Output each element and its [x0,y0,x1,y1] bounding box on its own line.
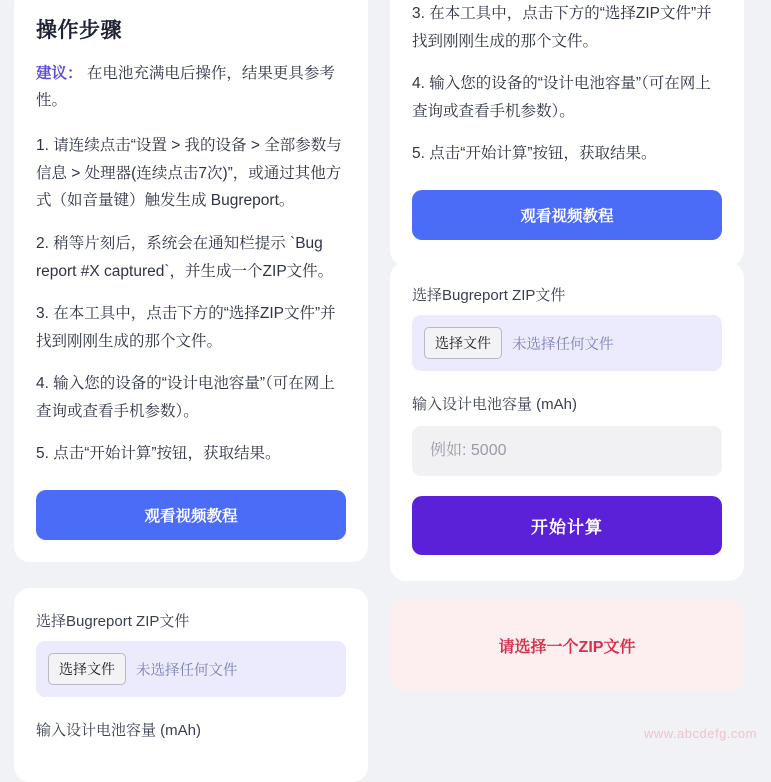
start-calculation-button[interactable]: 开始计算 [412,496,722,555]
capacity-field-label: 输入设计电池容量 (mAh) [412,396,578,413]
form-card-right [390,262,744,581]
list-item: 4. 输入您的设备的“设计电池容量”（可在网上查询或查看手机参数）。 [412,75,711,120]
choose-file-button[interactable]: 选择文件 [424,327,502,359]
file-status-text: 未选择任何文件 [136,662,238,679]
left-column [14,0,368,747]
watermark: www.abcdefg.com [644,726,757,741]
list-item: 1. 请连续点击“设置 > 我的设备 > 全部参数与信息 > 处理器(连续点击7次)”，或通过其他方式（如音量键）触发生成 Bugreport。 [36,137,342,210]
capacity-input[interactable] [412,426,722,476]
file-field-label: 选择Bugreport ZIP文件 [36,613,190,630]
steps-card-left [14,0,368,562]
list-item: 5. 点击“开始计算”按钮，获取结果。 [412,145,657,163]
capacity-field-label: 输入设计电池容量 (mAh) [36,722,202,739]
watch-video-button[interactable]: 观看视频教程 [412,190,722,240]
steps-list [36,132,346,468]
file-picker-row[interactable] [412,315,722,371]
steps-list-right [412,0,722,168]
list-item: 3. 在本工具中，点击下方的“选择ZIP文件”并找到刚刚生成的那个文件。 [412,5,712,50]
list-item: 4. 输入您的设备的“设计电池容量”（可在网上查询或查看手机参数）。 [36,375,335,420]
steps-card-right [390,0,744,266]
error-alert: 请选择一个ZIP文件 [390,600,744,691]
list-item: 5. 点击“开始计算”按钮，获取结果。 [36,445,281,463]
list-item: 3. 在本工具中，点击下方的“选择ZIP文件”并找到刚刚生成的那个文件。 [36,305,336,350]
form-card-left [14,588,368,782]
tip-label: 建议： [36,65,83,82]
tip-body: 在电池充满电后操作，结果更具参考性。 [36,65,335,110]
file-status-text: 未选择任何文件 [512,336,614,353]
list-item: 2. 稍等片刻后，系统会在通知栏提示 `Bug report #X captured`，并生成一个ZIP文件。 [36,234,334,280]
tip-text [36,60,346,114]
choose-file-button[interactable]: 选择文件 [48,653,126,685]
file-field-label: 选择Bugreport ZIP文件 [412,287,566,304]
watch-video-button[interactable]: 观看视频教程 [36,490,346,540]
page-title: 操作步骤 [36,19,122,42]
right-column [390,0,744,747]
file-picker-row[interactable] [36,641,346,697]
